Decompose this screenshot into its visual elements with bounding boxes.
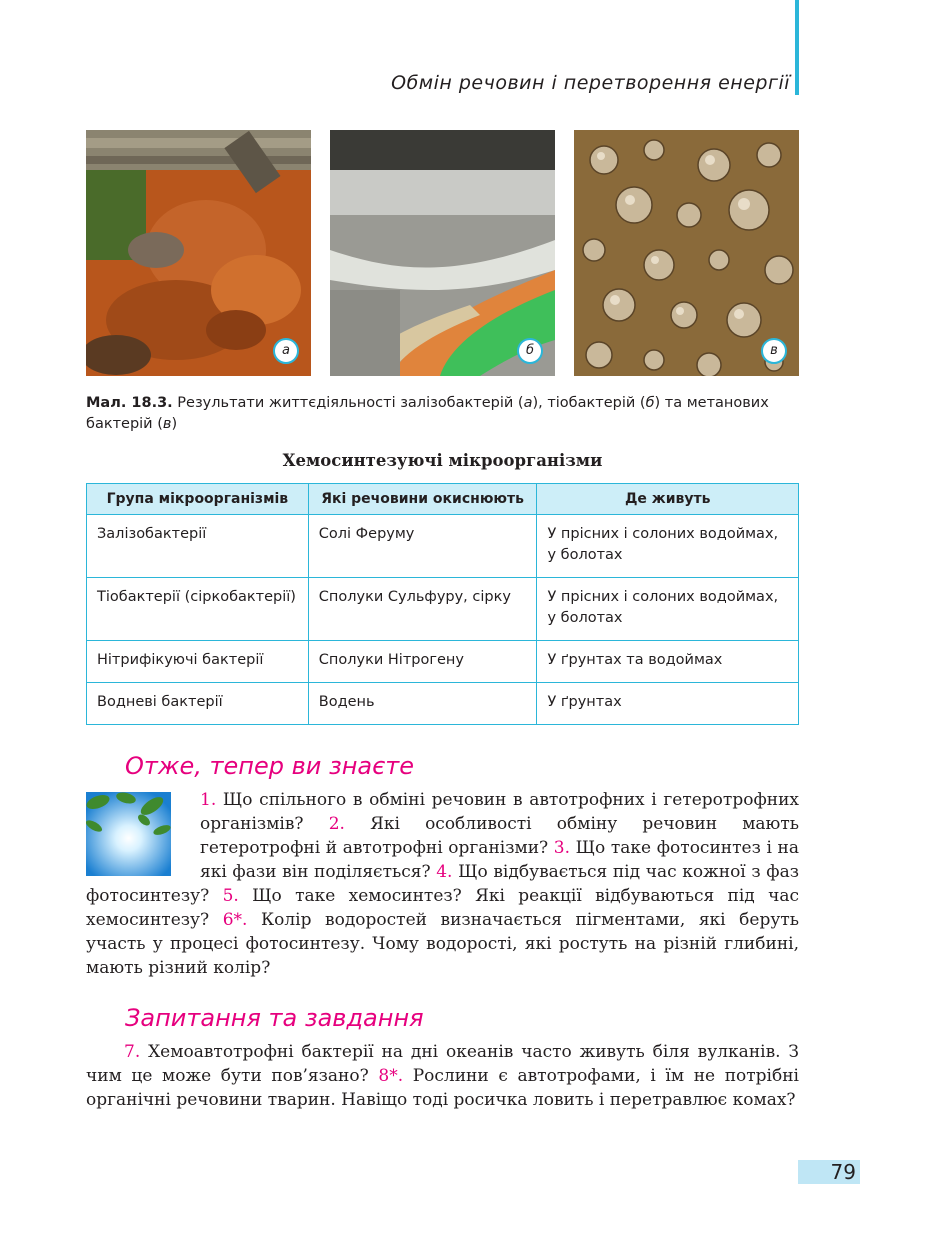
table-row: [87, 683, 799, 725]
table-cell: Тіобактерії (сіркобактерії): [87, 578, 309, 641]
table-row: [87, 641, 799, 683]
question-number: 8*.: [378, 1066, 404, 1086]
caption-ref-b: б: [645, 395, 655, 411]
column-header: Де живуть: [537, 484, 799, 515]
caption-text: ): [171, 416, 178, 432]
caption-text: Результати життєдіяльності залізобактерій (: [172, 395, 524, 411]
question-number: 6*.: [222, 910, 248, 930]
caption-label: Мал. 18.3.: [86, 395, 173, 411]
photo-sulfur-bacteria: [330, 130, 555, 376]
running-header: Обмін речовин і перетворення енергії: [391, 72, 790, 94]
photo-label-c: в: [761, 338, 787, 364]
caption-ref-c: в: [162, 416, 172, 432]
question-text: Хемоавтотрофні бактерії на дні океанів часто живуть біля вулканів. З чим це може бути пов’язано?: [86, 1042, 799, 1086]
table-cell: Сполуки Сульфуру, сірку: [308, 578, 537, 641]
table-cell: Залізобактерії: [87, 515, 309, 578]
question-number: 1.: [200, 790, 217, 810]
table-cell: У прісних і солоних водоймах, у болотах: [537, 515, 799, 578]
question-text: Що таке хемосинтез? Які реакції відбуваються під час хемосинтезу?: [86, 886, 799, 930]
table-cell: У ґрунтах: [537, 683, 799, 725]
task-questions: [86, 1040, 799, 1112]
caption-text: ), тіобактерій (: [532, 395, 646, 411]
question-text: Рослини є автотрофами, і їм не потрібні органічні речовини тварин. Навіщо тоді росичка ловить і перетравлює комах?: [86, 1066, 799, 1110]
page-number: 79: [830, 1160, 856, 1184]
question-text: Які особливості обміну речовин мають гетеротрофні й автотрофні організми?: [200, 814, 800, 858]
photo-label-b: б: [517, 338, 543, 364]
table-cell: Сполуки Нітрогену: [308, 641, 537, 683]
column-header: Група мікроорганізмів: [87, 484, 309, 515]
table-cell: У ґрунтах та водоймах: [537, 641, 799, 683]
question-number: 4.: [436, 862, 453, 882]
photo-label-a: а: [273, 338, 299, 364]
question-text: Що таке фотосинтез і на які фази він поділяється?: [200, 838, 799, 882]
table-header-row: [87, 484, 799, 515]
table-cell: Водень: [308, 683, 537, 725]
chemosynthesis-table: [86, 483, 799, 725]
question-number: 2.: [328, 814, 345, 834]
section-heading-tasks: Запитання та завдання: [125, 1004, 424, 1032]
table-title: Хемосинтезуючі мікроорганізми: [282, 451, 603, 470]
section-heading-summary: Отже, тепер ви знаєте: [125, 752, 415, 780]
header-accent-bar: [795, 0, 799, 95]
table-cell: У прісних і солоних водоймах, у болотах: [537, 578, 799, 641]
question-text: Що спільного в обміні речовин в автотрофних і гетеротрофних організмів?: [200, 790, 799, 834]
question-text: Колір водоростей визначається пігментами, які беруть участь у процесі фотосинтезу. Чому водорості, які ростуть на різній глибині, мають різний колір?: [86, 910, 799, 978]
photo-iron-bacteria: [86, 130, 311, 376]
question-number: 5.: [222, 886, 239, 906]
photo-methane-bacteria: [574, 130, 799, 376]
column-header: Які речовини окиснюють: [308, 484, 537, 515]
question-text: Що відбувається під час кожної з фаз фотосинтезу?: [86, 862, 799, 906]
summary-questions: [86, 788, 799, 980]
table-row: [87, 515, 799, 578]
table-row: [87, 578, 799, 641]
figure-caption: [86, 393, 799, 435]
caption-text: ) та метанових бактерій (: [86, 395, 769, 432]
page-number-box: [798, 1160, 860, 1184]
table-cell: Солі Феруму: [308, 515, 537, 578]
question-number: 3.: [553, 838, 571, 858]
question-number: 7.: [124, 1042, 141, 1062]
caption-ref-a: а: [523, 395, 533, 411]
table-cell: Нітрифікуючі бактерії: [87, 641, 309, 683]
table-cell: Водневі бактерії: [87, 683, 309, 725]
